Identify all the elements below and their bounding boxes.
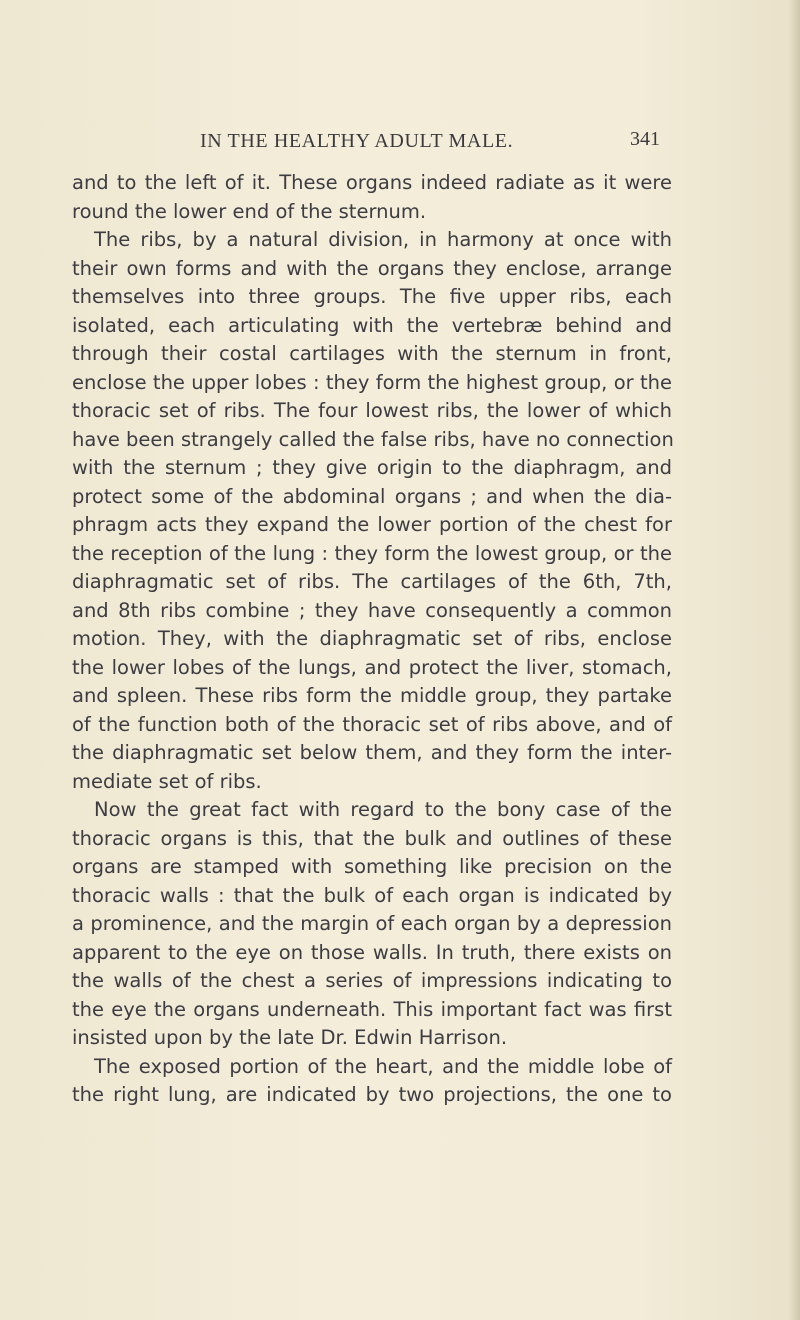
text-line: isolated, each articulating with the vertebræ behind and: [72, 313, 672, 337]
text-line: thoracic set of ribs. The four lowest ribs, the lower of which: [72, 399, 672, 422]
text-line: their own forms and with the organs they enclose, arrange: [72, 256, 672, 280]
text-line: diaphragmatic set of ribs. The cartilages of the 6th, 7th,: [72, 570, 672, 593]
text-line: and 8th ribs combine ; they have consequently a common: [72, 598, 672, 622]
text-line: phragm acts they expand the lower portion of the chest for: [72, 513, 672, 536]
text-line: the eye the organs underneath. This important fact was first: [72, 997, 672, 1021]
text-line: a prominence, and the margin of each organ by a depression: [72, 912, 672, 935]
page-edge-shadow: [788, 0, 800, 1320]
text-line: through their costal cartilages with the sternum in front,: [72, 342, 672, 365]
text-line: apparent to the eye on those walls. In truth, there exists on: [72, 940, 672, 964]
text-line: organs are stamped with something like precision on the: [72, 855, 672, 878]
text-line: The ribs, by a natural division, in harmony at once with: [94, 228, 672, 251]
text-line: the reception of the lung : they form the lowest group, or the: [72, 541, 672, 565]
text-line: and to the left of it. These organs indeed radiate as it were: [72, 171, 672, 194]
text-line: thoracic walls : that the bulk of each organ is indicated by: [72, 883, 672, 907]
text-line: mediate set of ribs.: [72, 769, 262, 793]
text-line: motion. They, with the diaphragmatic set of ribs, enclose: [72, 627, 672, 650]
text-line: with the sternum ; they give origin to the diaphragm, and: [72, 456, 672, 479]
text-line: insisted upon by the late Dr. Edwin Harrison.: [72, 1026, 508, 1049]
text-line: Now the great fact with regard to the bony case of the: [94, 798, 672, 821]
text-line: round the lower end of the sternum.: [72, 199, 427, 223]
body-text: [72, 169, 672, 1110]
text-line: protect some of the abdominal organs ; and when the dia-: [72, 484, 672, 508]
text-line: the walls of the chest a series of impressions indicating to: [72, 969, 672, 992]
text-line: and spleen. These ribs form the middle group, they partake: [72, 684, 672, 707]
text-line: The exposed portion of the heart, and the middle lobe of: [94, 1054, 672, 1078]
text-line: enclose the upper lobes : they form the highest group, or the: [72, 370, 672, 394]
text-line: themselves into three groups. The five upper ribs, each: [72, 285, 672, 308]
text-line: thoracic organs is this, that the bulk and outlines of these: [72, 826, 672, 850]
text-line: of the function both of the thoracic set of ribs above, and of: [72, 712, 672, 736]
page-number: 341: [630, 128, 660, 150]
text-line: have been strangely called the false ribs, have no connection: [72, 427, 674, 451]
text-line: the right lung, are indicated by two projections, the one to: [72, 1083, 672, 1106]
text-line: the lower lobes of the lungs, and protect the liver, stomach,: [72, 655, 672, 679]
running-head: IN THE HEALTHY ADULT MALE.: [200, 130, 514, 152]
page-header: [200, 128, 660, 162]
text-line: the diaphragmatic set below them, and they form the inter-: [72, 741, 672, 764]
